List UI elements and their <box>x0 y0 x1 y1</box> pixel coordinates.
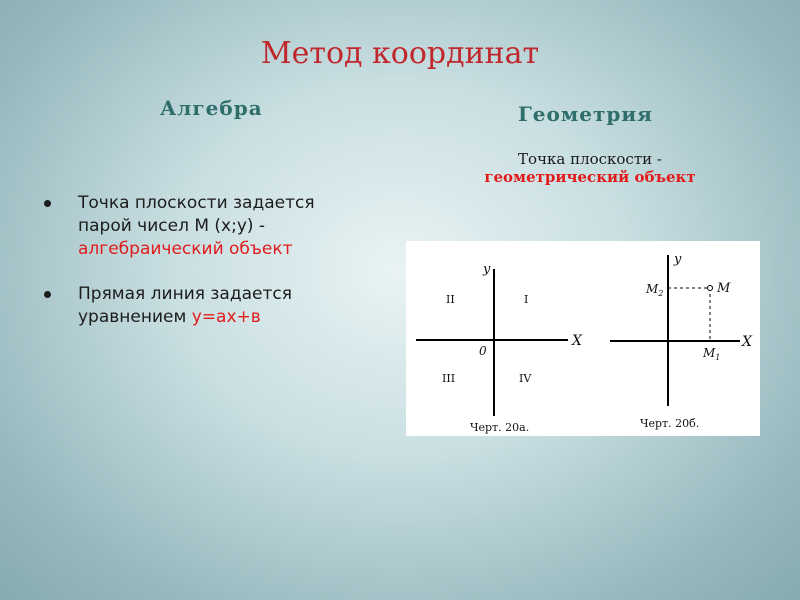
right-y-label: y <box>674 252 682 267</box>
quadrant-iii-label: III <box>442 372 456 385</box>
bullet-highlight: алгебраический объект <box>78 239 293 259</box>
geometry-point-label: Точка плоскости - <box>518 150 662 168</box>
point-m1-subscript: 1 <box>715 353 721 362</box>
geometry-point-text <box>440 150 740 186</box>
algebra-heading: Алгебра <box>160 96 263 120</box>
bullet-text: Точка плоскости задается парой чисел М (х;у) - <box>78 193 315 236</box>
point-m1-letter: M <box>703 346 716 360</box>
left-diagram <box>416 262 583 434</box>
point-m-label: M <box>717 281 731 296</box>
coordinate-diagrams <box>406 241 760 436</box>
point-m2-label <box>645 282 663 298</box>
quadrant-iv-label: IV <box>519 372 532 385</box>
bullet-point <box>40 192 360 261</box>
right-x-label: X <box>742 334 752 350</box>
origin-label: 0 <box>479 344 487 358</box>
left-x-label: X <box>572 333 582 349</box>
point-m-marker <box>708 286 713 291</box>
coordinate-figure <box>406 241 760 436</box>
left-caption: Черт. 20а. <box>470 421 530 434</box>
bullet-icon <box>44 291 51 298</box>
bullet-line <box>40 283 360 329</box>
bullet-text: Прямая линия задается уравнением <box>78 284 292 327</box>
geometry-heading: Геометрия <box>518 102 653 126</box>
geometry-object-label: геометрический объект <box>484 168 696 186</box>
slide-title: Метод координат <box>260 36 540 71</box>
right-diagram <box>610 252 753 430</box>
quadrant-ii-label: II <box>446 293 455 306</box>
point-m1-label <box>702 346 720 362</box>
bullet-icon <box>44 200 51 207</box>
right-caption: Черт. 20б. <box>640 417 700 430</box>
point-m2-letter: M <box>646 282 659 296</box>
left-y-label: y <box>483 262 491 277</box>
algebra-bullet-list <box>40 192 360 351</box>
quadrant-i-label: I <box>524 293 529 306</box>
point-m2-subscript: 2 <box>658 289 664 298</box>
bullet-highlight: у=ах+в <box>191 307 261 327</box>
